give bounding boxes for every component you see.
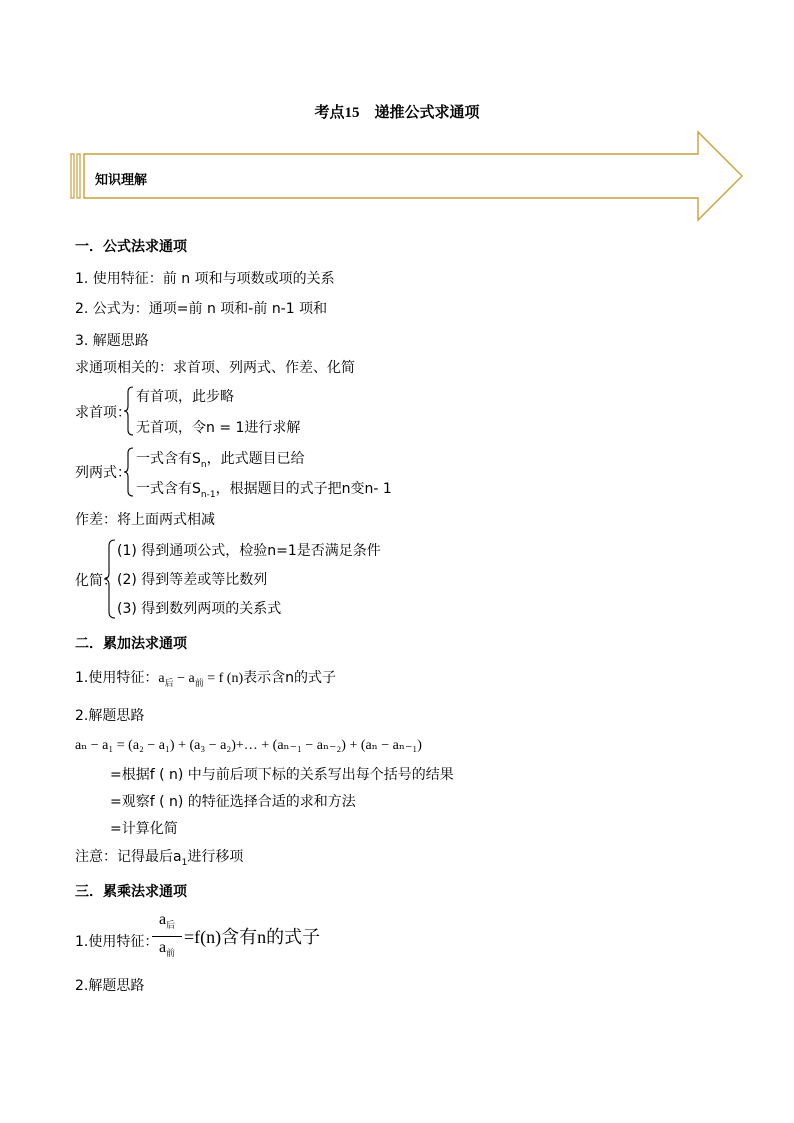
s2-step-2: =观察f ( n) 的特征选择合适的求和方法	[110, 794, 356, 810]
s3-thought: 2.解题思路	[75, 978, 145, 994]
s2-thought: 2.解题思路	[75, 708, 145, 724]
page-title: 考点15 递推公式求通项	[314, 105, 480, 121]
section-2-heading: 二．累加法求通项	[75, 637, 187, 652]
shouxiang-label: 求首项：	[75, 405, 131, 421]
brace-icon	[124, 447, 134, 497]
s2-note: 注意：记得最后$a_1$进行移项	[75, 849, 244, 868]
huajian-c: (3) 得到数列两项的关系式	[117, 601, 282, 617]
s2-feature: 1.使用特征：$a_后 - a_前 = f$ (n)表示含n的式子	[75, 670, 336, 688]
s1-overview: 求通项相关的：求首项、列两式、作差、化简	[75, 360, 355, 376]
section-1-heading: 一．公式法求通项	[75, 240, 187, 255]
shouxiang-b: 无首项，令n = 1进行求解	[136, 420, 301, 436]
s2-step-1: =根据f ( n) 中与前后项下标的关系写出每个括号的结果	[110, 767, 454, 783]
shouxiang-a: 有首项，此步略	[136, 389, 234, 405]
s2-step-3: =计算化简	[110, 821, 178, 837]
banner-arrow-shape	[70, 130, 745, 222]
banner-label: 知识理解	[95, 172, 148, 187]
zuocha: 作差：将上面两式相减	[75, 512, 215, 528]
huajian-b: (2) 得到等差或等比数列	[117, 572, 268, 588]
s3-feature-label: 1.使用特征：	[75, 934, 159, 950]
s1-item-1: 1. 使用特征：前 n 项和与项数或项的关系	[75, 271, 335, 287]
liangshi-label: 列两式：	[75, 465, 131, 481]
section-3-heading: 三．累乘法求通项	[75, 885, 187, 900]
brace-icon	[104, 539, 116, 619]
s1-item-2: 2. 公式为：通项=前 n 项和-前 n-1 项和	[75, 301, 328, 317]
s3-fraction: $a_后$ $a_前$	[152, 910, 182, 963]
brace-icon	[124, 386, 134, 436]
s1-item-3: 3. 解题思路	[75, 333, 149, 349]
huajian-label: 化简：	[75, 573, 117, 589]
s2-equation: aₙ − a₁ = (a₂ − a₁) + (a₃ − a₂)+… + (aₙ₋₁ − aₙ₋₂) + (aₙ − aₙ₋₁)	[75, 738, 422, 753]
huajian-a: (1) 得到通项公式，检验n=1是否满足条件	[117, 543, 381, 559]
liangshi-a: 一式含有$S_n$，此式题目已给	[136, 451, 305, 470]
liangshi-b: 一式含有$S_{n-1}$，根据题目的式子把n变n- 1	[136, 481, 392, 500]
s3-feature-rest: =f(n)含有n的式子	[184, 927, 321, 947]
section-banner	[70, 130, 745, 222]
